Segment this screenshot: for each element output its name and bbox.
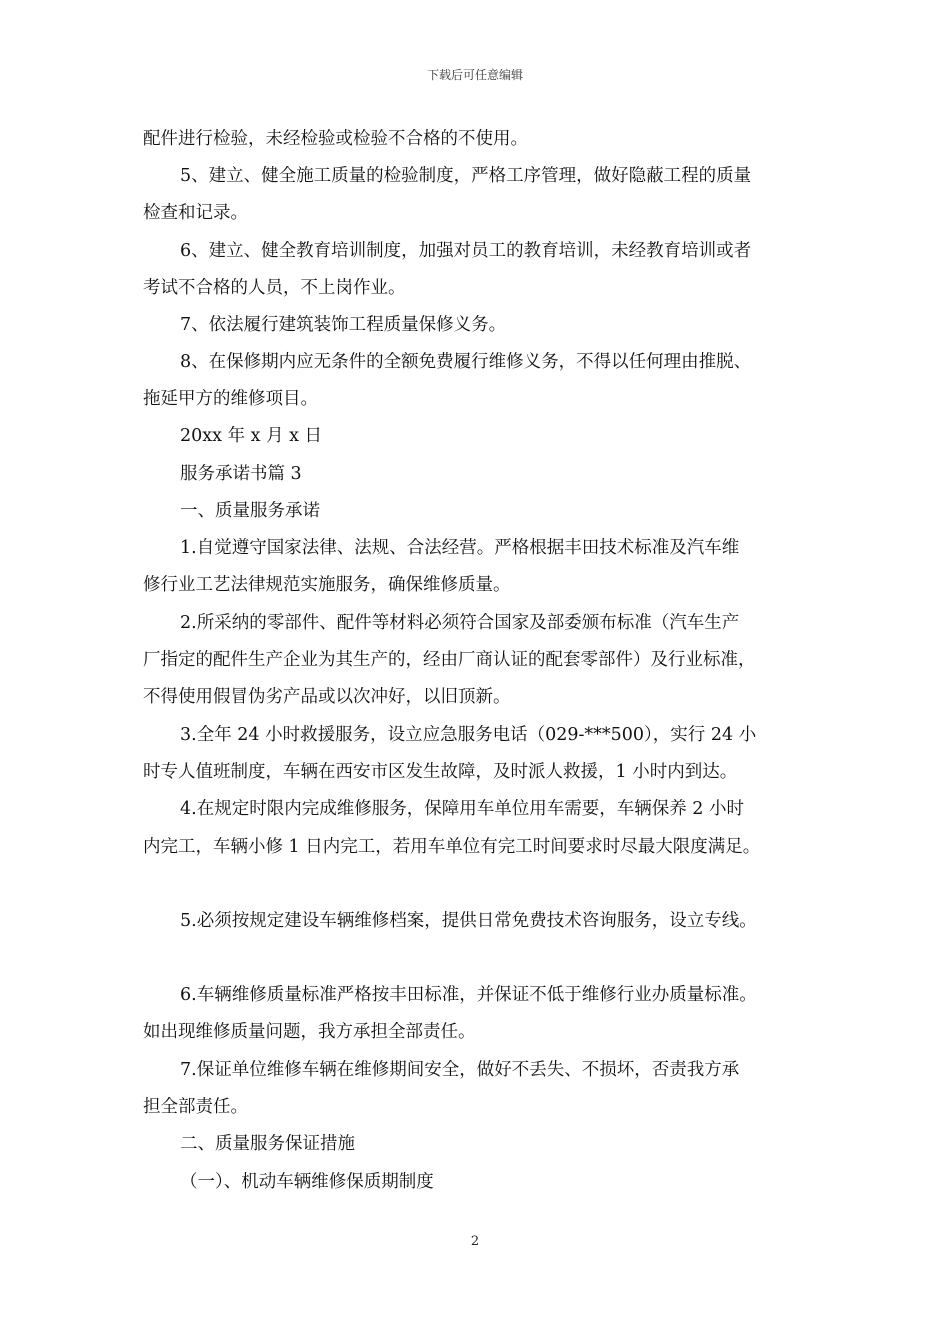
page-header: 下载后可任意编辑 — [426, 68, 523, 82]
section-heading: 一、质量服务承诺 — [180, 501, 320, 521]
paragraph-line: 内完工，车辆小修 1 日内完工，若用车单位有完工时间要求时尽最大限度满足。 — [143, 837, 761, 857]
paragraph-line: 6.车辆维修质量标准严格按丰田标准，并保证不低于维修行业办质量标准。 — [180, 985, 757, 1005]
paragraph-line: 7、依法履行建筑装饰工程质量保修义务。 — [180, 315, 507, 335]
paragraph-line: 4.在规定时限内完成维修服务，保障用车单位用车需要，车辆保养 2 小时 — [180, 799, 744, 819]
paragraph-line: 7.保证单位维修车辆在维修期间安全，做好不丢失、不损坏，否责我方承 — [180, 1060, 740, 1080]
paragraph-line: 拖延甲方的维修项目。 — [143, 389, 318, 409]
paragraph-line: 5.必须按规定建设车辆维修档案，提供日常免费技术咨询服务，设立专线。 — [180, 911, 757, 931]
section-heading: 二、质量服务保证措施 — [180, 1134, 355, 1154]
paragraph-line: 3.全年 24 小时救援服务，设立应急服务电话（029-***500），实行 24 小 — [180, 725, 757, 745]
paragraph-line: 8、在保修期内应无条件的全额免费履行维修义务，不得以任何理由推脱、 — [180, 352, 752, 372]
paragraph-line: 厂指定的配件生产企业为其生产的，经由厂商认证的配套零部件）及行业标准， — [143, 650, 756, 670]
paragraph-line: 担全部责任。 — [143, 1097, 248, 1117]
date-line: 20xx 年 x 月 x 日 — [180, 426, 323, 446]
paragraph-line: 检查和记录。 — [143, 203, 248, 223]
section-title: 服务承诺书篇 3 — [180, 464, 302, 484]
paragraph-line: 时专人值班制度，车辆在西安市区发生故障，及时派人救援，1 小时内到达。 — [143, 762, 738, 782]
paragraph-line: 1.自觉遵守国家法律、法规、合法经营。严格根据丰田技术标准及汽车维 — [180, 538, 740, 558]
paragraph-line: 6、建立、健全教育培训制度，加强对员工的教育培训，未经教育培训或者 — [180, 241, 752, 261]
paragraph-line: 5、建立、健全施工质量的检验制度，严格工序管理，做好隐蔽工程的质量 — [180, 166, 752, 186]
paragraph-line: 如出现维修质量问题，我方承担全部责任。 — [143, 1022, 476, 1042]
page-number: 2 — [470, 1234, 480, 1249]
paragraph-line: 考试不合格的人员，不上岗作业。 — [143, 278, 406, 298]
paragraph-line: 修行业工艺法律规范实施服务，确保维修质量。 — [143, 575, 511, 595]
paragraph-line: 2.所采纳的零部件、配件等材料必须符合国家及部委颁布标准（汽车生产 — [180, 613, 740, 633]
subsection-heading: （一）、机动车辆维修保质期制度 — [180, 1172, 434, 1192]
paragraph-line: 不得使用假冒伪劣产品或以次冲好，以旧顶新。 — [143, 687, 511, 707]
paragraph-line: 配件进行检验，未经检验或检验不合格的不使用。 — [143, 129, 528, 149]
